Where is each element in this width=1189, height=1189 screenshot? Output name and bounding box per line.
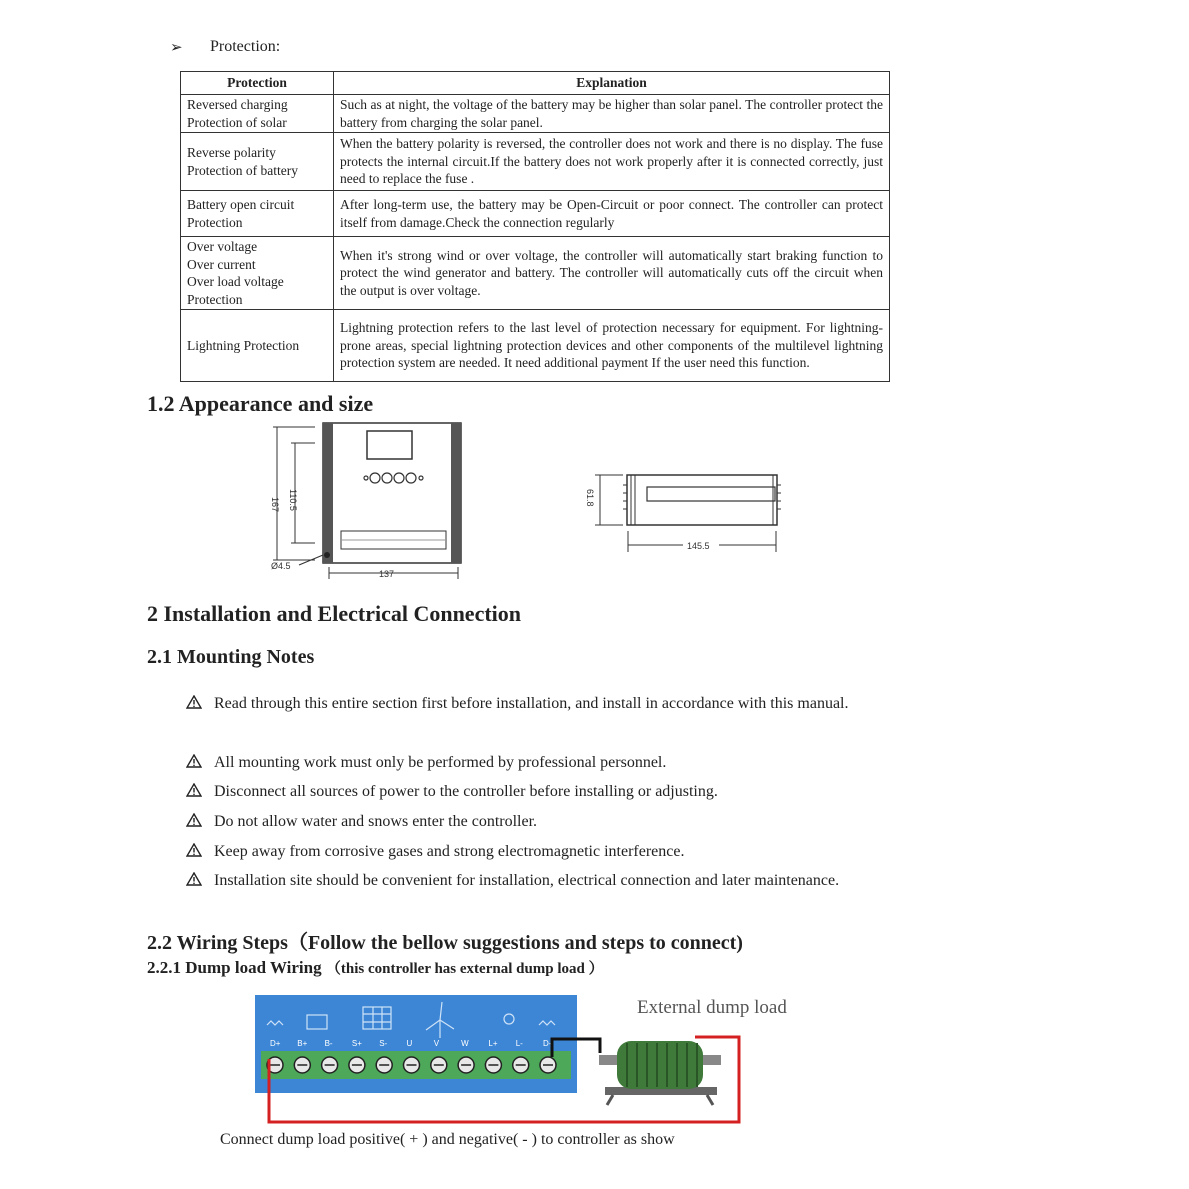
wiring-caption: Connect dump load positive( + ) and negative( - ) to controller as show (220, 1131, 675, 1148)
note-text: Disconnect all sources of power to the controller before installing or adjusting. (214, 783, 718, 800)
wiring-diagram (255, 995, 755, 1125)
protection-table (180, 71, 890, 382)
side-view-drawing (585, 475, 781, 552)
mounting-note (186, 748, 886, 777)
mounting-heading: 2.1 Mounting Notes (147, 646, 315, 668)
warning-icon (186, 813, 202, 827)
dump-load-title: 2.2.1 Dump load Wiring (147, 958, 322, 977)
dump-load-heading (147, 957, 604, 978)
mounting-note (186, 689, 886, 718)
table-row (181, 95, 890, 133)
warning-icon (186, 843, 202, 857)
protection-name: Reversed charging Protection of solar (181, 95, 334, 133)
protection-explanation: When it's strong wind or over voltage, the controller will automatically start braking function to protect the wind generator and battery. The controller will automatically cuts off the circuit when the output is over voltage. (334, 237, 890, 310)
protection-label: Protection: (210, 38, 281, 55)
terminal-label: U (406, 1039, 413, 1048)
installation-heading: 2 Installation and Electrical Connection (147, 601, 522, 626)
dimension-drawings (255, 415, 815, 585)
mounting-note (186, 807, 886, 836)
terminal-label: B+ (297, 1039, 308, 1048)
protection-name: Lightning Protection (181, 310, 334, 382)
note-text: Keep away from corrosive gases and strong electromagnetic interference. (214, 843, 685, 860)
note-text: Do not allow water and snows enter the controller. (214, 813, 538, 830)
protection-name: Reverse polarity Protection of battery (181, 133, 334, 191)
bullet-arrow: ➢ (170, 40, 183, 56)
mounting-note (186, 866, 886, 895)
terminal-label: S+ (351, 1039, 362, 1048)
front-view-drawing (270, 423, 461, 579)
protection-name: Over voltage Over current Over load voltage Protection (181, 237, 334, 310)
protection-explanation: After long-term use, the battery may be Open-Circuit or poor connect. The controller can protect itself from damage.Check the connection regularly (334, 191, 890, 237)
dim-depth: 61.8 (585, 489, 595, 507)
terminal-label: W (461, 1039, 469, 1048)
terminal-label: B- (324, 1039, 333, 1048)
warning-icon (186, 695, 202, 709)
dim-width-front: 137 (379, 569, 395, 579)
table-row (181, 191, 890, 237)
terminal-label: S- (379, 1039, 388, 1048)
protection-explanation: When the battery polarity is reversed, the controller does not work and there is no display. The fuse protects the internal circuit.If the battery does not work properly after it is connected correctly, just need to replace the fuse . (334, 133, 890, 191)
terminal-label: D+ (270, 1039, 281, 1048)
dim-hole: Ø4.5 (271, 561, 291, 571)
protection-name: Battery open circuit Protection (181, 191, 334, 237)
table-row (181, 237, 890, 310)
header-explanation: Explanation (334, 72, 890, 95)
dim-height-outer: 167 (270, 497, 280, 513)
warning-icon (186, 783, 202, 797)
table-row (181, 133, 890, 191)
terminal-label: L- (515, 1039, 523, 1048)
warning-icon (186, 872, 202, 886)
terminal-label: L+ (488, 1039, 498, 1048)
note-text: Read through this entire section first before installation, and install in accordance with this manual. (214, 695, 849, 712)
dump-load-subtitle: （this controller has external dump load ） (325, 961, 604, 977)
mounting-note (186, 777, 886, 806)
table-header-row (181, 72, 890, 95)
note-text: All mounting work must only be performed by professional personnel. (214, 754, 667, 771)
table-row (181, 310, 890, 382)
mounting-note (186, 837, 886, 866)
header-protection: Protection (181, 72, 334, 95)
protection-explanation: Such as at night, the voltage of the battery may be higher than solar panel. The controller protect the battery from charging the solar panel. (334, 95, 890, 133)
dim-height-inner: 110.5 (288, 489, 298, 511)
dim-width-side: 145.5 (687, 541, 710, 551)
warning-icon (186, 754, 202, 768)
note-text: Installation site should be convenient for installation, electrical connection and later maintenance. (214, 872, 840, 889)
appearance-heading: 1.2 Appearance and size (147, 391, 374, 416)
wiring-heading: 2.2 Wiring Steps（Follow the bellow suggestions and steps to connect) (147, 932, 743, 954)
terminal-label: D- (543, 1039, 552, 1048)
protection-explanation: Lightning protection refers to the last level of protection necessary for equipment. For lightning-prone areas, special lightning protection devices and other components of the multilevel lightning protection system are needed. It need additional payment If the user need this function. (334, 310, 890, 382)
dump-load-resistor (599, 1041, 721, 1105)
terminal-label: V (433, 1039, 440, 1048)
external-dump-load-label: External dump load (637, 997, 787, 1018)
